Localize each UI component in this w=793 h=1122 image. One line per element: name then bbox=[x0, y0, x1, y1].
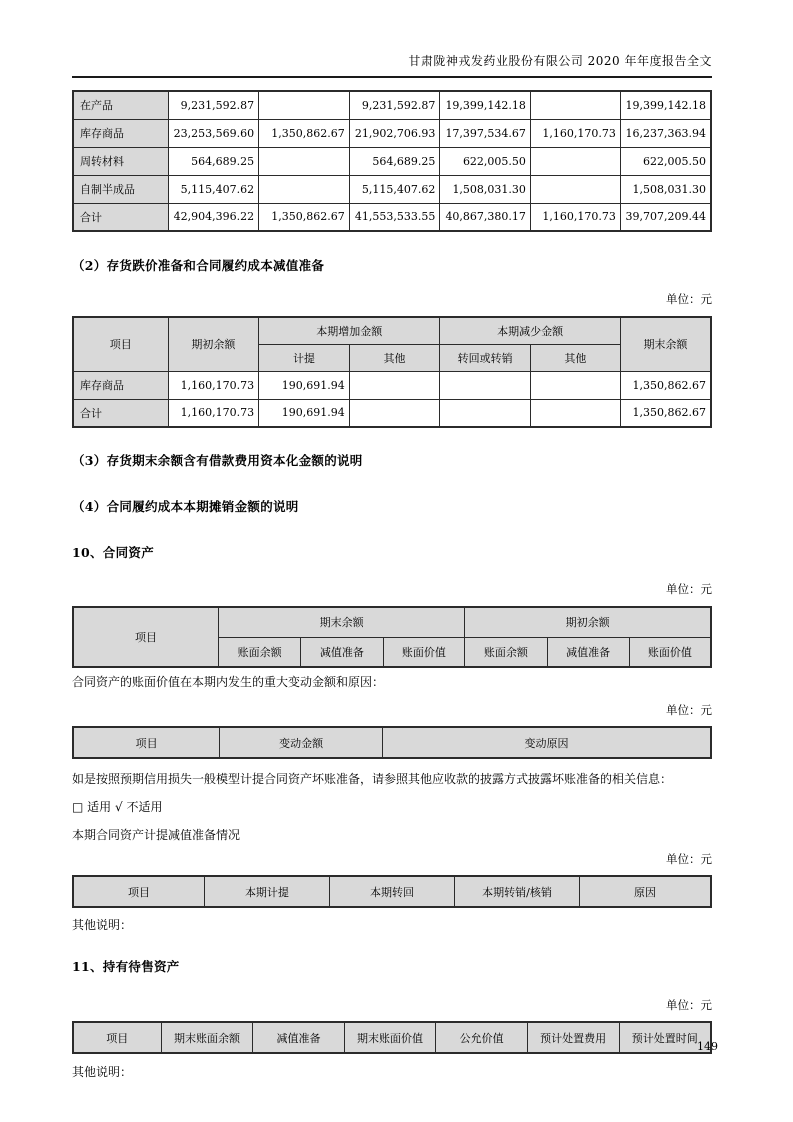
other-notes-label: 其他说明： bbox=[72, 918, 133, 932]
cell-value bbox=[349, 399, 440, 427]
cell-value: 17,397,534.67 bbox=[440, 119, 531, 147]
cell-value: 5,115,407.62 bbox=[168, 175, 259, 203]
held-for-sale-table bbox=[72, 1021, 712, 1054]
col-header-decrease-group: 本期减少金额 bbox=[440, 317, 621, 344]
col-header-reversal: 转回或转销 bbox=[440, 344, 531, 371]
cell-value: 1,160,170.73 bbox=[168, 371, 259, 399]
row-label: 库存商品 bbox=[73, 371, 168, 399]
col-header-book-balance: 账面余额 bbox=[218, 637, 300, 667]
cell-value: 1,350,862.67 bbox=[620, 399, 711, 427]
col-header-item: 项目 bbox=[73, 1022, 161, 1053]
row-label: 合计 bbox=[73, 203, 168, 231]
applicable-label: 适用 bbox=[87, 800, 112, 814]
col-header-expected-disposal-cost: 预计处置费用 bbox=[527, 1022, 619, 1053]
cell-value: 190,691.94 bbox=[259, 399, 350, 427]
col-header-impairment: 减值准备 bbox=[301, 637, 383, 667]
row-label: 在产品 bbox=[73, 91, 168, 119]
col-header-book-value: 账面价值 bbox=[383, 637, 465, 667]
col-header-current-writeoff: 本期转销/核销 bbox=[455, 876, 580, 907]
col-header-item: 项目 bbox=[73, 727, 220, 758]
col-header-change-amount: 变动金额 bbox=[220, 727, 383, 758]
inventory-detail-table bbox=[72, 90, 712, 232]
col-header-book-value: 账面价值 bbox=[629, 637, 711, 667]
col-header-current-accrual: 本期计提 bbox=[204, 876, 329, 907]
cell-value: 5,115,407.62 bbox=[349, 175, 440, 203]
applicability-selector bbox=[72, 798, 712, 815]
contract-asset-change-table bbox=[72, 726, 712, 759]
row-label: 自制半成品 bbox=[73, 175, 168, 203]
col-header-closing-book-balance: 期末账面余额 bbox=[161, 1022, 253, 1053]
cell-value: 1,508,031.30 bbox=[440, 175, 531, 203]
cell-value: 9,231,592.87 bbox=[168, 91, 259, 119]
row-label: 库存商品 bbox=[73, 119, 168, 147]
cell-value: 564,689.25 bbox=[349, 147, 440, 175]
cell-value: 1,350,862.67 bbox=[259, 119, 350, 147]
unit-label: 单位：元 bbox=[666, 998, 712, 1012]
document-header-title: 甘肃陇神戎发药业股份有限公司 2020 年年度报告全文 bbox=[72, 52, 712, 78]
cell-value bbox=[259, 147, 350, 175]
cell-value: 16,237,363.94 bbox=[620, 119, 711, 147]
table-row bbox=[73, 147, 711, 175]
col-header-opening: 期初余额 bbox=[168, 317, 259, 371]
unit-label: 单位：元 bbox=[666, 292, 712, 306]
col-header-other: 其他 bbox=[530, 344, 620, 371]
cell-value: 19,399,142.18 bbox=[620, 91, 711, 119]
col-header-closing-group: 期末余额 bbox=[218, 607, 464, 637]
page-number: 149 bbox=[697, 1040, 718, 1053]
row-label: 合计 bbox=[73, 399, 168, 427]
cell-value: 1,160,170.73 bbox=[530, 203, 620, 231]
table-header-row bbox=[73, 317, 711, 344]
table-header-row bbox=[73, 607, 711, 637]
col-header-impairment: 减值准备 bbox=[253, 1022, 344, 1053]
cell-value bbox=[440, 371, 531, 399]
other-notes-label: 其他说明： bbox=[72, 1065, 133, 1079]
inventory-provision-table bbox=[72, 316, 712, 428]
unit-label: 单位：元 bbox=[666, 582, 712, 596]
col-header-impairment: 减值准备 bbox=[547, 637, 629, 667]
col-header-accrual: 计提 bbox=[259, 344, 350, 371]
table-header-row bbox=[73, 1022, 711, 1053]
row-label: 周转材料 bbox=[73, 147, 168, 175]
cell-value bbox=[259, 91, 350, 119]
contract-asset-impairment-table bbox=[72, 875, 712, 908]
not-applicable-label: 不适用 bbox=[126, 800, 163, 814]
col-header-item: 项目 bbox=[73, 607, 218, 667]
col-header-change-reason: 变动原因 bbox=[382, 727, 711, 758]
cell-value bbox=[530, 399, 620, 427]
col-header-item: 项目 bbox=[73, 317, 168, 371]
table-row bbox=[73, 371, 711, 399]
col-header-book-balance: 账面余额 bbox=[465, 637, 547, 667]
cell-value: 1,350,862.67 bbox=[620, 371, 711, 399]
table-header-row bbox=[73, 727, 711, 758]
contract-asset-table bbox=[72, 606, 712, 668]
cell-value bbox=[530, 175, 620, 203]
section-heading-4: （4）合同履约成本本期摊销金额的说明 bbox=[72, 499, 299, 514]
cell-value: 41,553,533.55 bbox=[349, 203, 440, 231]
contract-asset-change-note: 合同资产的账面价值在本期内发生的重大变动金额和原因： bbox=[72, 675, 385, 689]
cell-value bbox=[440, 399, 531, 427]
cell-value bbox=[349, 371, 440, 399]
unit-label: 单位：元 bbox=[666, 703, 712, 717]
col-header-closing: 期末余额 bbox=[620, 317, 711, 371]
table-header-row bbox=[73, 876, 711, 907]
col-header-increase-group: 本期增加金额 bbox=[259, 317, 440, 344]
cell-value: 1,160,170.73 bbox=[168, 399, 259, 427]
cell-value: 39,707,209.44 bbox=[620, 203, 711, 231]
col-header-closing-book-value: 期末账面价值 bbox=[344, 1022, 436, 1053]
cell-value: 1,350,862.67 bbox=[259, 203, 350, 231]
section-heading-2: （2）存货跌价准备和合同履约成本减值准备 bbox=[72, 258, 325, 273]
col-header-item: 项目 bbox=[73, 876, 204, 907]
section-heading-11: 11、持有待售资产 bbox=[72, 959, 180, 974]
table-row bbox=[73, 119, 711, 147]
cell-value bbox=[530, 147, 620, 175]
col-header-other: 其他 bbox=[349, 344, 440, 371]
cell-value: 190,691.94 bbox=[259, 371, 350, 399]
col-header-fair-value: 公允价值 bbox=[436, 1022, 527, 1053]
cell-value: 19,399,142.18 bbox=[440, 91, 531, 119]
section-heading-3: （3）存货期末余额含有借款费用资本化金额的说明 bbox=[72, 453, 363, 468]
unit-label: 单位：元 bbox=[666, 852, 712, 866]
col-header-reason: 原因 bbox=[580, 876, 711, 907]
cell-value bbox=[530, 371, 620, 399]
expected-credit-loss-note: 如是按照预期信用损失一般模型计提合同资产坏账准备，请参照其他应收款的披露方式披露坏账准备的相关信息： bbox=[72, 772, 673, 786]
check-mark-icon: √ bbox=[115, 800, 123, 814]
contract-asset-impairment-note: 本期合同资产计提减值准备情况 bbox=[72, 828, 241, 842]
cell-value: 9,231,592.87 bbox=[349, 91, 440, 119]
col-header-current-reversal: 本期转回 bbox=[329, 876, 454, 907]
cell-value: 23,253,569.60 bbox=[168, 119, 259, 147]
cell-value: 622,005.50 bbox=[620, 147, 711, 175]
table-row-total bbox=[73, 399, 711, 427]
cell-value: 40,867,380.17 bbox=[440, 203, 531, 231]
cell-value bbox=[530, 91, 620, 119]
col-header-expected-disposal-time: 预计处置时间 bbox=[619, 1022, 711, 1053]
cell-value: 564,689.25 bbox=[168, 147, 259, 175]
cell-value bbox=[259, 175, 350, 203]
cell-value: 1,508,031.30 bbox=[620, 175, 711, 203]
section-heading-10: 10、合同资产 bbox=[72, 545, 154, 560]
col-header-opening-group: 期初余额 bbox=[465, 607, 711, 637]
cell-value: 42,904,396.22 bbox=[168, 203, 259, 231]
cell-value: 622,005.50 bbox=[440, 147, 531, 175]
cell-value: 21,902,706.93 bbox=[349, 119, 440, 147]
cell-value: 1,160,170.73 bbox=[530, 119, 620, 147]
table-row-total bbox=[73, 203, 711, 231]
checkbox-unchecked-icon: □ bbox=[72, 800, 84, 814]
table-row bbox=[73, 91, 711, 119]
table-row bbox=[73, 175, 711, 203]
